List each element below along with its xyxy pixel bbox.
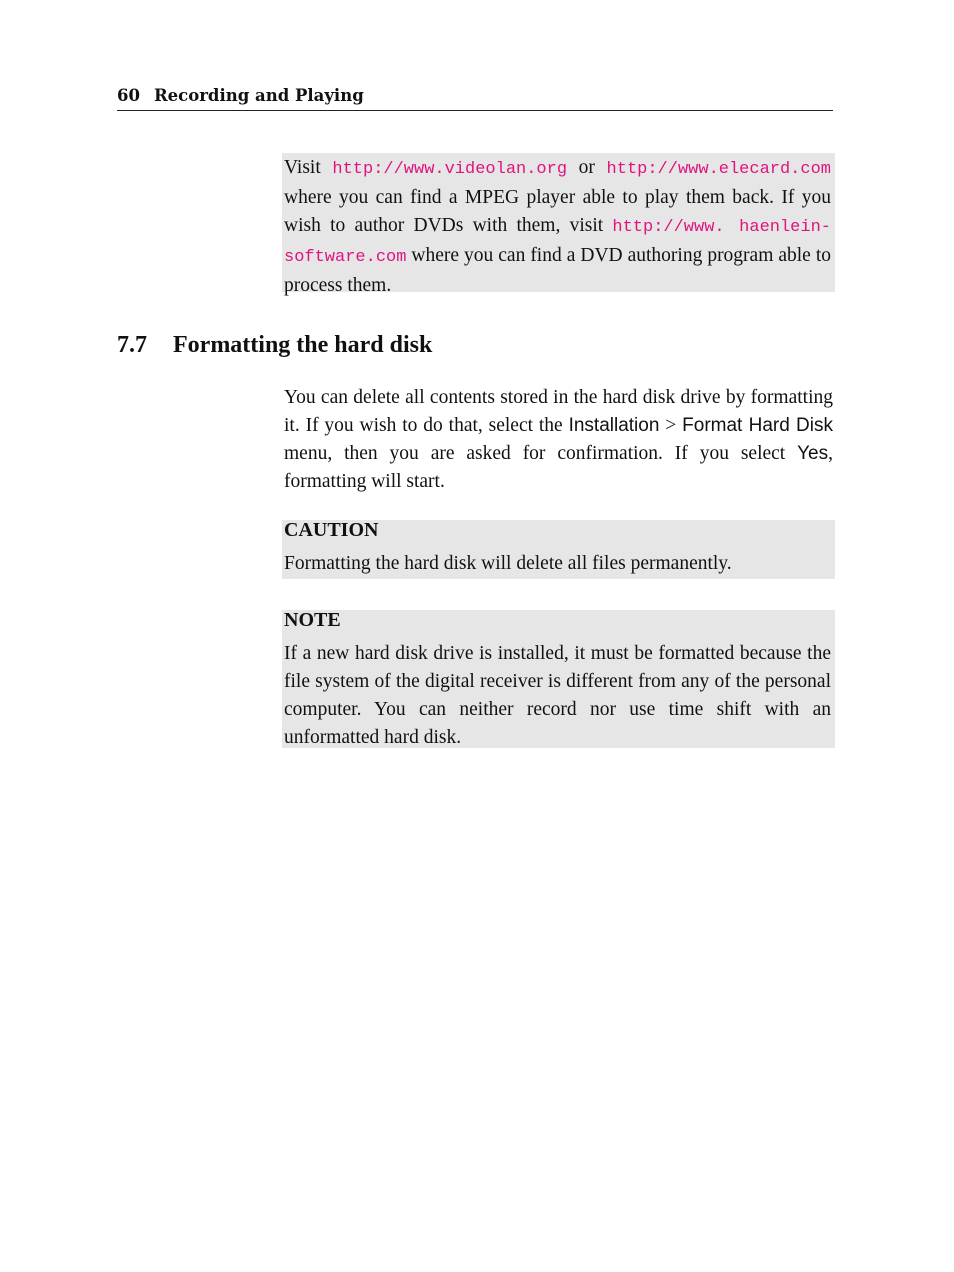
videolan-link[interactable]: http://www.videolan.org (332, 160, 568, 179)
link-part[interactable]: http://www. (612, 218, 725, 237)
note-text: If a new hard disk drive is installed, it must be formatted because the file system of the digital receiver is different from any of the personal computer. You can neither record nor use time shift with an unformatted hard disk. (284, 643, 831, 748)
page-number: 60 (117, 86, 140, 105)
caution-title: CAUTION (284, 519, 379, 541)
body-text: menu, then you are asked for confirmation. If you select (284, 443, 798, 464)
link-part[interactable]: haenlein-software.com (284, 218, 831, 267)
body-text: , formatting will start. (284, 443, 833, 492)
caution-text: Formatting the hard disk will delete all files permanently. (284, 553, 732, 574)
paragraph (284, 384, 833, 496)
section-heading (117, 332, 432, 359)
body-paragraph (282, 384, 835, 496)
body-text: You can delete all contents stored in the hard disk drive by formatting it. If you wish to do that, select the (284, 387, 833, 436)
menu-format-hard-disk: Format Hard Disk (682, 415, 833, 436)
elecard-link[interactable]: http://www.elecard.com (606, 160, 831, 179)
menu-installation: Installation (568, 415, 660, 436)
intro-text: Visit (284, 157, 333, 178)
intro-box (282, 153, 835, 296)
chapter-title: Recording and Playing (153, 86, 364, 105)
option-yes: Yes (797, 443, 829, 464)
caution-box (282, 520, 835, 579)
page-header (117, 86, 833, 111)
intro-text: where you can find a DVD authoring program able to process them. (284, 245, 831, 296)
section-number: 7.7 (117, 332, 147, 358)
intro-paragraph (284, 154, 831, 300)
intro-text: where you can find a MPEG player able to play them back. If you wish to author DVDs with them, visit (284, 187, 831, 236)
intro-text: or (567, 157, 607, 178)
note-box (282, 610, 835, 748)
note-title: NOTE (284, 609, 341, 631)
section-title: Formatting the hard disk (173, 332, 433, 358)
menu-separator: > (659, 415, 683, 436)
